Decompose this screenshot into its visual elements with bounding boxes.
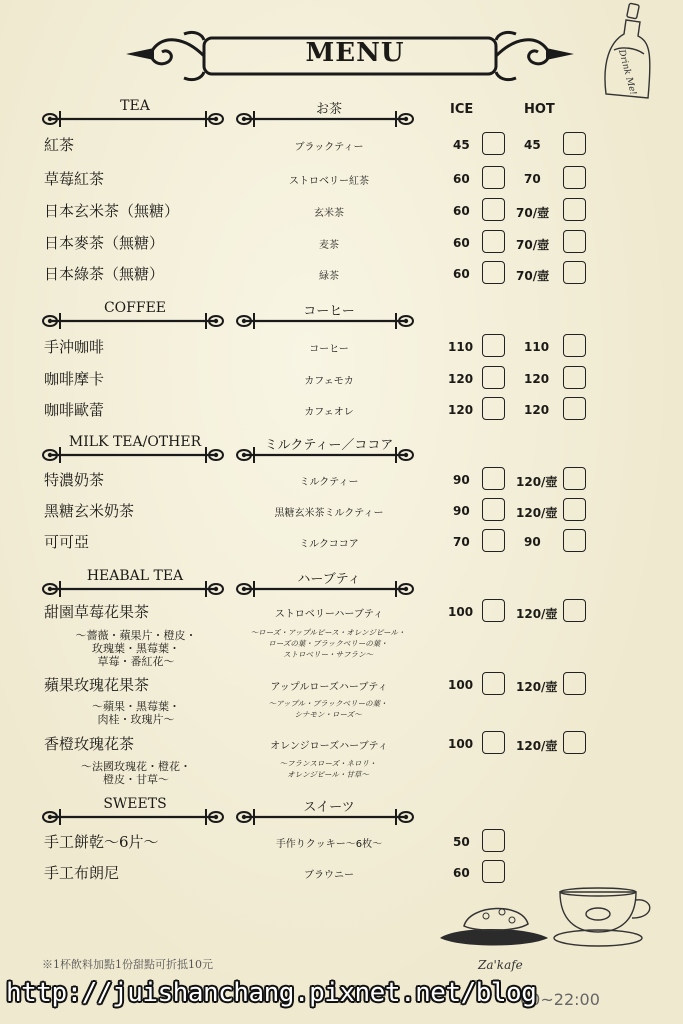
hot-order-checkbox[interactable]: [563, 599, 586, 622]
ice-order-checkbox[interactable]: [482, 529, 505, 552]
hot-order-checkbox[interactable]: [563, 334, 586, 357]
item-name: 香橙玫瑰花茶: [44, 735, 135, 753]
item-name-jp: ストロベリーハーブティ: [274, 609, 384, 620]
section-title-en: HEABAL TEA: [86, 568, 184, 584]
ice-order-checkbox[interactable]: [482, 230, 505, 253]
hot-price: 70/壺: [516, 238, 550, 252]
hot-order-checkbox[interactable]: [563, 731, 586, 754]
ice-price: 100: [448, 605, 474, 619]
item-name-jp: ミルクココア: [299, 539, 359, 550]
ingredient-line-jp: ローズの葉・ブラックベリーの葉・: [268, 639, 388, 648]
ingredient-line-jp: オレンジピール・甘草～: [287, 770, 369, 779]
hot-price: 120/壺: [516, 739, 558, 753]
ice-order-checkbox[interactable]: [482, 132, 505, 155]
hot-price: 120/壺: [516, 475, 558, 489]
ingredient-line: ～法國玫瑰花・橙花・: [81, 760, 191, 773]
hot-order-checkbox[interactable]: [563, 166, 586, 189]
item-name-jp: コーヒー: [309, 344, 349, 355]
item-name-jp: オレンジローズハーブティ: [270, 741, 388, 752]
ice-order-checkbox[interactable]: [482, 198, 505, 221]
ingredient-line: ～蘋果・黑莓葉・: [92, 700, 180, 713]
hot-order-checkbox[interactable]: [563, 230, 586, 253]
menu-title: MENU: [305, 38, 405, 68]
item-name-jp: ミルクティー: [299, 477, 359, 488]
item-name: 手工布朗尼: [44, 864, 120, 882]
hot-order-checkbox[interactable]: [563, 132, 586, 155]
section-divider-right: [232, 310, 418, 332]
ice-price: 100: [448, 737, 474, 751]
ice-order-checkbox[interactable]: [482, 498, 505, 521]
ingredient-line: 橙皮・甘草～: [103, 773, 169, 786]
item-ingredients-jp: [243, 627, 413, 660]
ice-price: 70: [453, 535, 470, 549]
item-name-jp: カフェオレ: [304, 407, 354, 418]
ice-order-checkbox[interactable]: [482, 261, 505, 284]
ice-price: 50: [453, 835, 470, 849]
hot-order-checkbox[interactable]: [563, 467, 586, 490]
ice-order-checkbox[interactable]: [482, 334, 505, 357]
hot-order-checkbox[interactable]: [563, 198, 586, 221]
bottle-label: Drink Me!: [615, 48, 638, 97]
ingredient-line-jp: ～フランスローズ・ネロリ・: [279, 759, 377, 768]
item-ingredients-jp: [243, 758, 413, 780]
section-divider-left: [38, 806, 228, 828]
ice-order-checkbox[interactable]: [482, 397, 505, 420]
hot-order-checkbox[interactable]: [563, 498, 586, 521]
ice-price: 60: [453, 204, 470, 218]
ice-column-header: ICE: [450, 102, 474, 117]
hot-order-checkbox[interactable]: [563, 529, 586, 552]
item-ingredients: [66, 760, 206, 786]
cookie-plate-icon: [436, 896, 554, 952]
section-title-en: SWEETS: [103, 796, 167, 812]
ingredient-line-jp: ストロベリー・サフラン～: [283, 650, 373, 659]
section-title-jp: ハーブティ: [297, 572, 361, 587]
item-name: 草莓紅茶: [44, 170, 105, 188]
section-divider-left: [38, 444, 228, 466]
item-name-jp: 麦茶: [319, 240, 339, 251]
hot-order-checkbox[interactable]: [563, 261, 586, 284]
ice-price: 120: [448, 403, 474, 417]
cafe-brand: Za'kafe: [478, 958, 523, 972]
hot-price: 70: [524, 172, 541, 186]
hot-price: 120/壺: [516, 506, 558, 520]
ice-order-checkbox[interactable]: [482, 829, 505, 852]
section-divider-right: [232, 578, 418, 600]
ice-order-checkbox[interactable]: [482, 467, 505, 490]
hot-order-checkbox[interactable]: [563, 672, 586, 695]
hot-price: 120/壺: [516, 680, 558, 694]
section-title-en: TEA: [120, 98, 150, 114]
item-name: 蘋果玫瑰花果茶: [44, 676, 150, 694]
ice-order-checkbox[interactable]: [482, 860, 505, 883]
section-divider-right: [232, 444, 418, 466]
ice-price: 60: [453, 236, 470, 250]
item-name: 手工餅乾～6片～: [44, 833, 159, 851]
opening-hours: 00~22:00: [520, 990, 600, 1009]
item-name: 日本綠茶（無糖）: [44, 265, 165, 283]
ingredient-line: 草莓・番紅花～: [97, 655, 175, 668]
ice-order-checkbox[interactable]: [482, 366, 505, 389]
section-title-en: MILK TEA/OTHER: [68, 434, 202, 450]
item-name-jp: アップルローズハーブティ: [270, 682, 388, 693]
ice-price: 60: [453, 267, 470, 281]
item-name: 可可亞: [44, 533, 90, 551]
item-name: 黑糖玄米奶茶: [44, 502, 135, 520]
item-name-jp: カフェモカ: [304, 376, 354, 387]
section-divider-right: [232, 108, 418, 130]
section-divider-left: [38, 578, 228, 600]
hot-price: 120: [524, 372, 550, 386]
item-name: 日本玄米茶（無糖）: [44, 202, 180, 220]
hot-column-header: HOT: [524, 102, 555, 117]
item-name: 手沖咖啡: [44, 338, 105, 356]
item-name: 咖啡摩卡: [44, 370, 105, 388]
section-title-jp: コーヒー: [303, 304, 355, 319]
item-name: 日本麥茶（無糖）: [44, 234, 165, 252]
hot-price: 110: [524, 340, 550, 354]
hot-order-checkbox[interactable]: [563, 366, 586, 389]
ice-price: 120: [448, 372, 474, 386]
ingredient-line-jp: ～ローズ・アップルピース・オレンジピール・: [250, 628, 406, 637]
discount-note: ※1杯飲料加點1份甜點可折抵10元: [42, 958, 213, 971]
ice-price: 60: [453, 172, 470, 186]
ice-order-checkbox[interactable]: [482, 166, 505, 189]
section-divider-left: [38, 310, 228, 332]
section-title-en: COFFEE: [103, 300, 167, 316]
section-title-jp: スイーツ: [303, 800, 355, 815]
ingredient-line-jp: ～アップル・ブラックベリーの葉・: [268, 699, 388, 708]
ice-order-checkbox[interactable]: [482, 599, 505, 622]
bottle-icon: [596, 2, 656, 106]
item-name-jp: 黒糖玄米茶ミルクティー: [274, 508, 384, 519]
hot-price: 70/壺: [516, 269, 550, 283]
blog-watermark: http://juishanchang.pixnet.net/blog: [6, 978, 537, 1008]
ingredient-line-jp: シナモン・ローズ～: [294, 710, 362, 719]
item-ingredients: [66, 629, 206, 668]
item-name: 甜園草莓花果茶: [44, 603, 150, 621]
item-name: 特濃奶茶: [44, 471, 105, 489]
ingredient-line: 肉桂・玫瑰片～: [97, 713, 175, 726]
ice-price: 45: [453, 138, 470, 152]
item-name-jp: ブラックティー: [294, 142, 364, 153]
ice-price: 90: [453, 504, 470, 518]
item-name-jp: 玄米茶: [314, 208, 344, 219]
ice-price: 60: [453, 866, 470, 880]
ice-order-checkbox[interactable]: [482, 731, 505, 754]
section-title-jp: お茶: [315, 102, 342, 117]
item-name-jp: ストロベリー紅茶: [289, 176, 369, 187]
item-name-jp: ブラウニー: [304, 870, 354, 881]
item-name-jp: 緑茶: [319, 271, 339, 282]
ice-price: 100: [448, 678, 474, 692]
hot-price: 120/壺: [516, 607, 558, 621]
item-name: 咖啡歐蕾: [44, 401, 105, 419]
hot-price: 70/壺: [516, 206, 550, 220]
item-name-jp: 手作りクッキー～6枚～: [275, 839, 383, 850]
hot-order-checkbox[interactable]: [563, 397, 586, 420]
hot-price: 45: [524, 138, 541, 152]
teacup-icon: [552, 884, 662, 950]
item-ingredients-jp: [243, 698, 413, 720]
section-divider-right: [232, 806, 418, 828]
section-divider-left: [38, 108, 228, 130]
item-name: 紅茶: [44, 136, 75, 154]
section-title-jp: ミルクティー／ココア: [264, 438, 394, 453]
item-ingredients: [66, 700, 206, 726]
hot-price: 120: [524, 403, 550, 417]
ice-price: 110: [448, 340, 474, 354]
ingredient-line: 玫瑰葉・黑莓葉・: [92, 642, 180, 655]
hot-price: 90: [524, 535, 541, 549]
ice-price: 90: [453, 473, 470, 487]
ice-order-checkbox[interactable]: [482, 672, 505, 695]
ingredient-line: ～薔薇・蘋果片・橙皮・: [75, 629, 197, 642]
